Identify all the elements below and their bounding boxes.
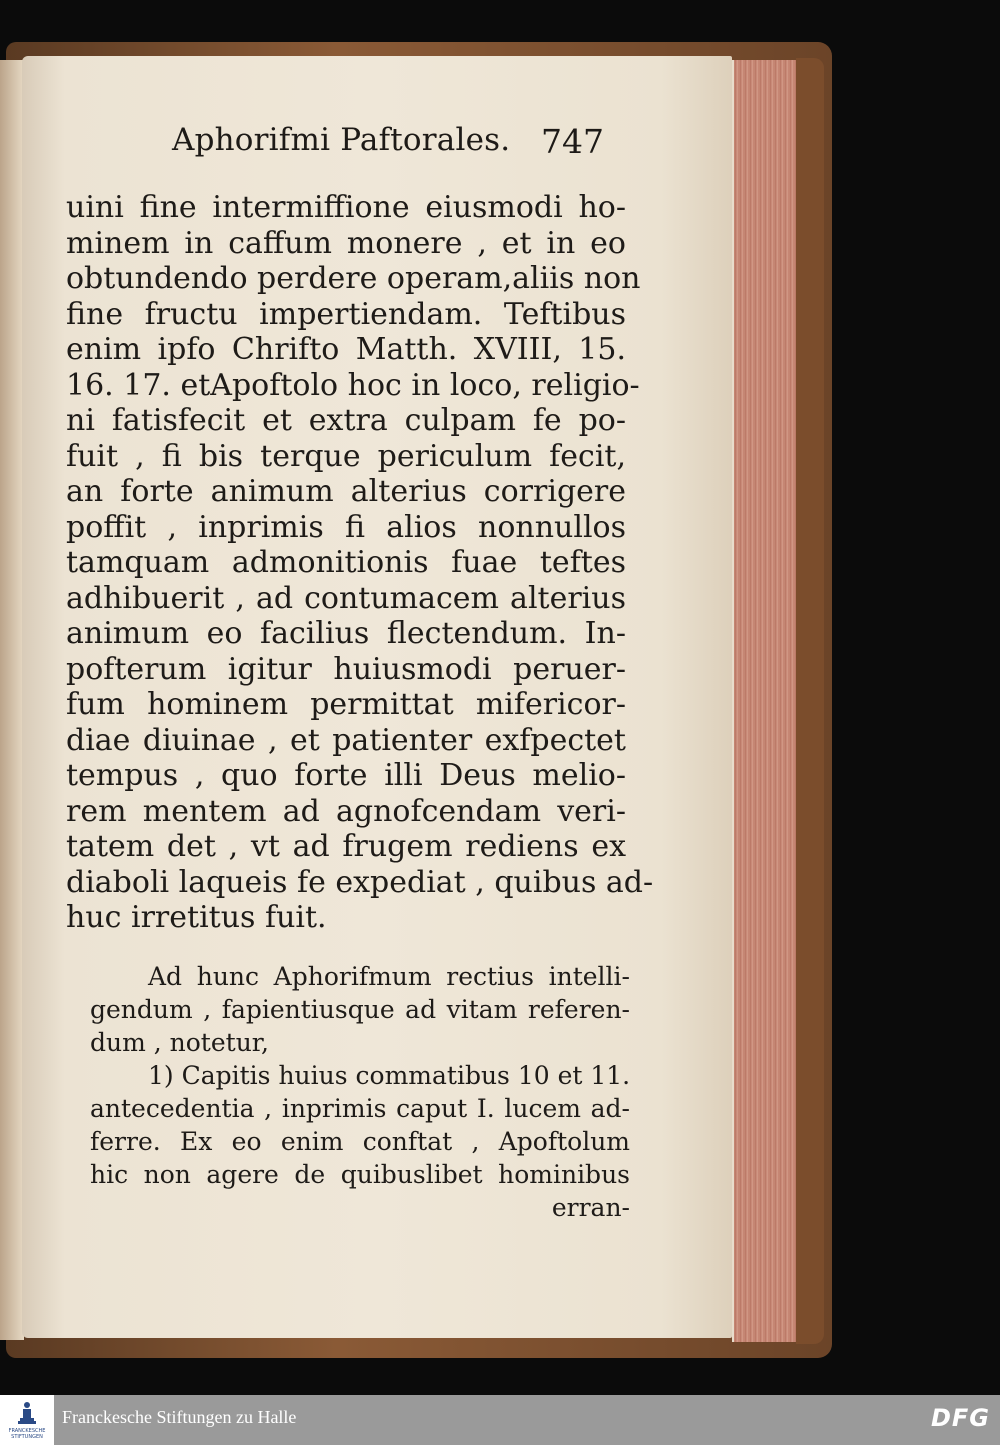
text-line: 16. 17. etApoftolo hoc in loco, religio- bbox=[66, 367, 640, 403]
facing-page-edge bbox=[0, 60, 24, 1340]
page-header bbox=[172, 122, 604, 166]
catchword: erran- bbox=[551, 1193, 630, 1222]
running-title: Aphorifmi Paftorales. bbox=[172, 122, 511, 158]
text-line: pofterum igitur huiusmodi peruer- bbox=[66, 651, 626, 687]
text-line: fine fructu impertiendam. Teftibus bbox=[66, 296, 626, 332]
note-line: gendum , fapientiusque ad vitam referen- bbox=[90, 995, 630, 1024]
text-line: tamquam admonitionis fuae teftes bbox=[66, 545, 626, 580]
note-line: antecedentia , inprimis caput I. lucem ad- bbox=[90, 1094, 630, 1123]
dfg-logo[interactable]: DFG bbox=[930, 1404, 990, 1432]
note-line: dum , notetur, bbox=[90, 1028, 269, 1057]
text-line: huc irretitus fuit. bbox=[66, 900, 327, 935]
cover-edge bbox=[796, 58, 824, 1344]
note-line: hic non agere de quibuslibet hominibus bbox=[90, 1160, 630, 1189]
text-line: uini fine intermiffione eiusmodi ho- bbox=[66, 190, 626, 225]
page-block-edge bbox=[732, 60, 798, 1342]
viewer-footer bbox=[0, 1395, 1000, 1445]
logo-caption: FRANCKESCHE STIFTUNGEN bbox=[8, 1428, 46, 1440]
text-line: an forte animum alterius corrigere bbox=[66, 474, 626, 509]
text-line: enim ipfo Chrifto Matth. XVIII, 15. bbox=[66, 332, 626, 367]
text-line: diae diuinae , et patienter exfpectet bbox=[66, 722, 626, 758]
text-line: minem in caffum monere , et in eo bbox=[66, 225, 626, 261]
text-line: obtundendo perdere operam,aliis non bbox=[66, 261, 641, 296]
text-line: ni fatisfecit et extra culpam fe po- bbox=[66, 403, 626, 438]
notes-block bbox=[90, 960, 630, 1224]
text-line: tatem det , vt ad frugem rediens ex bbox=[66, 829, 626, 864]
institution-logo[interactable] bbox=[0, 1395, 54, 1445]
statue-icon bbox=[17, 1401, 37, 1425]
institution-name: Franckesche Stiftungen zu Halle bbox=[62, 1407, 297, 1427]
page-number: 747 bbox=[541, 122, 604, 161]
text-line: poffit , inprimis fi alios nonnullos bbox=[66, 509, 626, 545]
text-line: fuit , fi bis terque periculum fecit, bbox=[66, 438, 626, 474]
text-line: tempus , quo forte illi Deus melio- bbox=[66, 758, 626, 793]
text-line: rem mentem ad agnofcendam veri- bbox=[66, 793, 626, 829]
note-line: ferre. Ex eo enim conftat , Apoftolum bbox=[90, 1127, 630, 1156]
text-line: adhibuerit , ad contumacem alterius bbox=[66, 580, 626, 616]
text-line: animum eo facilius flectendum. In- bbox=[66, 616, 626, 651]
text-line: fum hominem permittat mifericor- bbox=[66, 687, 626, 722]
note-line: Ad hunc Aphorifmum rectius intelli- bbox=[148, 962, 630, 991]
text-line: diaboli laqueis fe expediat , quibus ad- bbox=[66, 864, 654, 900]
main-text-block bbox=[66, 190, 654, 936]
note-line: 1) Capitis huius commatibus 10 et 11. bbox=[148, 1061, 631, 1090]
